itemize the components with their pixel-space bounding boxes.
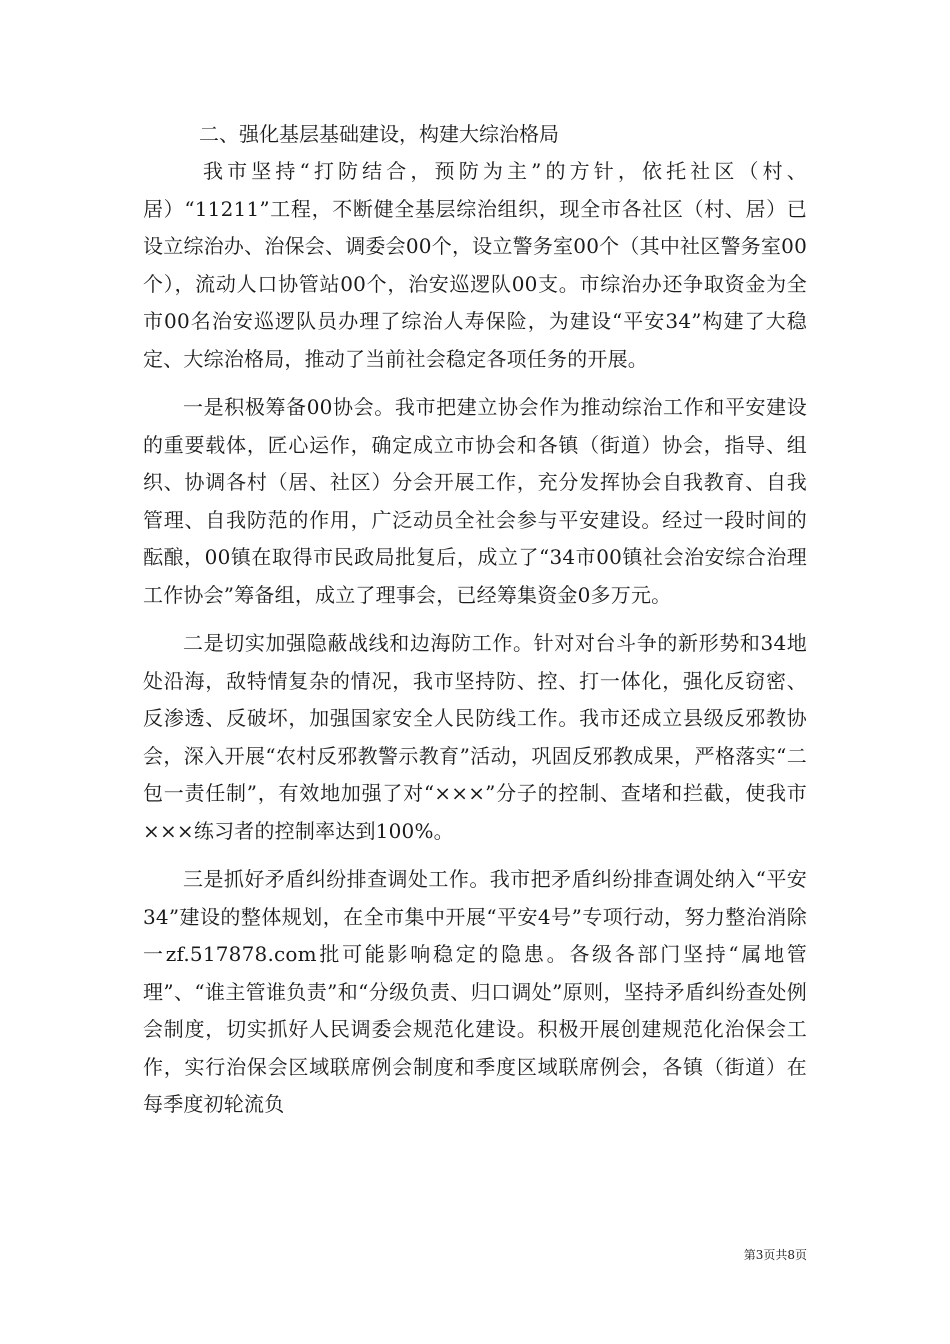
document-body (143, 116, 807, 1124)
paragraph-association: 一是积极筹备00协会。我市把建立协会作为推动综治工作和平安建设的重要载体，匠心运作，确定成立市协会和各镇（街道）协会，指导、组织、协调各村（居、社区）分会开展工作，充分发挥协会自我教育、自我管理、自我防范的作用，广泛动员全社会参与平安建设。经过一段时间的酝酿，00镇在取得市民政局批复后，成立了“34市00镇社会治安综合治理工作协会”筹备组，成立了理事会，已经筹集资金0多万元。 (143, 395, 807, 607)
paragraph-dispute-mediation: 三是抓好矛盾纠纷排查调处工作。我市把矛盾纠纷排查调处纳入“平安34”建设的整体规划，在全市集中开展“平安4号”专项行动，努力整治消除一zf.517878.com批可能影响稳定的隐患。各级各部门坚持“属地管理”、“谁主管谁负责”和“分级负责、归口调处”原则，坚持矛盾纠纷查处例会制度，切实抓好人民调委会规范化建设。积极开展创建规范化治保会工作，实行治保会区域联席例会制度和季度区域联席例会，各镇（街道）在每季度初轮流负 (143, 867, 807, 1116)
section-heading: 二、强化基层基础建设，构建大综治格局 (199, 122, 559, 146)
page-number: 第3页共8页 (743, 1248, 807, 1262)
paragraph-security-front: 二是切实加强隐蔽战线和边海防工作。针对对台斗争的新形势和34地处沿海，敌特情复杂的情况，我市坚持防、控、打一体化，强化反窃密、反渗透、反破坏，加强国家安全人民防线工作。我市还成立县级反邪教协会，深入开展“农村反邪教警示教育”活动，巩固反邪教成果，严格落实“二包一责任制”，有效地加强了对“×××”分子的控制、查堵和拦截，使我市×××练习者的控制率达到100%。 (143, 631, 807, 843)
paragraph-intro: 我市坚持“打防结合，预防为主”的方针，依托社区（村、居）“11211”工程，不断健全基层综治组织，现全市各社区（村、居）已设立综治办、治保会、调委会00个，设立警务室00个（其中社区警务室00个），流动人口协管站00个，治安巡逻队00支。市综治办还争取资金为全市00名治安巡逻队员办理了综治人寿保险，为建设“平安34”构建了大稳定、大综治格局，推动了当前社会稳定各项任务的开展。 (143, 159, 807, 371)
